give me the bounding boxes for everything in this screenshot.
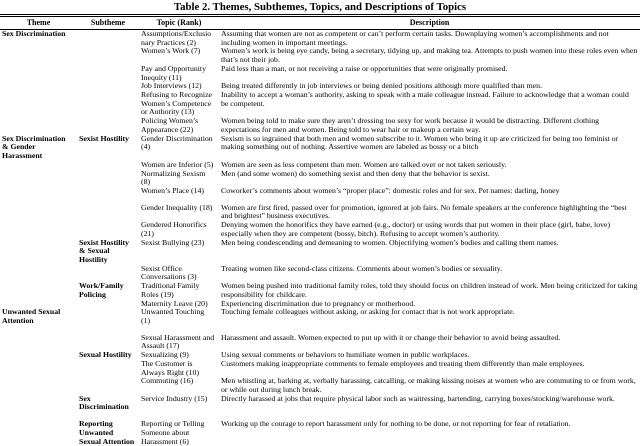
table-row <box>0 117 640 134</box>
table-row <box>0 221 640 238</box>
table-row <box>0 135 640 161</box>
description-cell: Touching female colleagues without asking, or asking for contact that is not work appropriate. <box>219 308 640 325</box>
theme-cell <box>0 82 77 91</box>
theme-cell <box>0 117 77 134</box>
subtheme-cell <box>77 187 139 196</box>
subtheme-cell <box>77 47 139 64</box>
subtheme-cell: Sexual Hostility <box>77 351 139 360</box>
topic-cell: Women are Inferior (5) <box>139 161 219 170</box>
header-row <box>0 16 640 30</box>
header-description: Description <box>219 16 640 30</box>
topic-cell: Women’s Work (7) <box>139 47 219 64</box>
table-row <box>0 170 640 187</box>
theme-cell <box>0 395 77 412</box>
theme-cell <box>0 221 77 238</box>
subtheme-cell <box>77 360 139 377</box>
subtheme-cell <box>77 265 139 282</box>
theme-cell <box>0 282 77 299</box>
theme-cell <box>0 65 77 82</box>
topic-cell: Gender Discrimination (4) <box>139 135 219 161</box>
subtheme-cell <box>77 161 139 170</box>
topic-cell: Service Industry (15) <box>139 395 219 412</box>
subtheme-cell <box>77 196 139 221</box>
table-row <box>0 326 640 351</box>
table-row <box>0 360 640 377</box>
table-row <box>0 30 640 48</box>
description-cell: Men whistling at, barking at, verbally harassing, catcalling, or making kissing noises at women who are commuting to or from work, or while out during lunch break. <box>219 377 640 394</box>
theme-cell <box>0 187 77 196</box>
description-cell: Coworker’s comments about women’s “proper place”: domestic roles and for sex. Pet names: darling, honey <box>219 187 640 196</box>
theme-cell <box>0 170 77 187</box>
description-cell: Directly harassed at jobs that require physical labor such as waitressing, bartending, carrying boxes/stocking/warehouse work. <box>219 395 640 412</box>
topic-cell: Pay and Opportunity Inequity (11) <box>139 65 219 82</box>
topic-cell: Sexist Office Conversations (3) <box>139 265 219 282</box>
subtheme-cell: Sex Discrimination <box>77 395 139 412</box>
subtheme-cell <box>77 30 139 48</box>
theme-cell <box>0 351 77 360</box>
theme-cell <box>0 239 77 265</box>
topic-cell: Commuting (16) <box>139 377 219 394</box>
topic-cell: The Customer is Always Right (10) <box>139 360 219 377</box>
topic-cell: Sexist Bullying (23) <box>139 239 219 265</box>
theme-cell <box>0 161 77 170</box>
description-cell: Sexism is so ingrained that both men and women subscribe to it. Women who bring it up are criticized for being too feminist or making something out of nothing. Assertive women are labeled as bossy or a bitch <box>219 135 640 161</box>
theme-cell <box>0 47 77 64</box>
table-row <box>0 377 640 394</box>
description-cell: Women being told to make sure they aren’t dressing too sexy for work because it would be distracting. Different clothing expectations for men and women. Being told to wear hair or makeup a certain way. <box>219 117 640 134</box>
subtheme-cell <box>77 308 139 325</box>
table-row <box>0 91 640 117</box>
subtheme-cell: Sexist Hostility <box>77 135 139 161</box>
subtheme-cell <box>77 221 139 238</box>
theme-cell <box>0 326 77 351</box>
topic-cell: Maternity Leave (20) <box>139 300 219 309</box>
theme-cell: Unwanted Sexual Attention <box>0 308 77 325</box>
description-cell: Treating women like second-class citizens. Comments about women’s bodies or sexuality. <box>219 265 640 282</box>
subtheme-cell <box>77 326 139 351</box>
subtheme-cell <box>77 170 139 187</box>
description-cell: Women are first fired, passed over for promotion, ignored at job fairs. No female speakers at the conference highlighting the “best and brightest” business executives. <box>219 196 640 221</box>
subtheme-cell <box>77 65 139 82</box>
topic-cell: Normalizing Sexism (8) <box>139 170 219 187</box>
table-row <box>0 265 640 282</box>
description-cell: Men (and some women) do something sexist and then deny that the behavior is sexist. <box>219 170 640 187</box>
topic-cell: Unwanted Touching (1) <box>139 308 219 325</box>
topic-cell: Assumptions/Exclusionary Practices (2) <box>139 30 219 48</box>
theme-cell <box>0 196 77 221</box>
description-cell: Inability to accept a woman’s authority, asking to speak with a male colleague instead. Failure to acknowledge that a woman could be competent. <box>219 91 640 117</box>
topic-cell: Sexual Harassment and Assault (17) <box>139 326 219 351</box>
table-row <box>0 47 640 64</box>
subtheme-cell <box>77 117 139 134</box>
subtheme-cell: Sexist Hostility & Sexual Hostility <box>77 239 139 265</box>
topic-cell: Policing Women’s Appearance (22) <box>139 117 219 134</box>
table-header <box>0 16 640 30</box>
header-subtheme: Subtheme <box>77 16 139 30</box>
description-cell: Harassment and assault. Women expected to put up with it or change their behavior to avoid being assaulted. <box>219 326 640 351</box>
theme-cell: Sex Discrimination & Gender Harassment <box>0 135 77 161</box>
table-row <box>0 187 640 196</box>
table-title: Table 2. Themes, Subthemes, Topics, and Descriptions of Topics <box>0 0 640 14</box>
theme-cell <box>0 265 77 282</box>
description-cell: Denying women the honorifics they have earned (e.g., doctor) or using words that put women in their place (girl, babe, love) especially when they are competent (bossy, bitch). Refusing to accept women’s authority. <box>219 221 640 238</box>
table-row <box>0 412 640 446</box>
table-row <box>0 196 640 221</box>
description-cell: Women’s work is being eye candy, being a secretary, tidying up, and making tea. Attempts to push women into these roles even when that’s not their job. <box>219 47 640 64</box>
description-cell: Working up the courage to report harassment only for nothing to be done, or not reporting for fear of retaliation. <box>219 412 640 446</box>
header-theme: Theme <box>0 16 77 30</box>
topic-cell: Sexualizing (9) <box>139 351 219 360</box>
theme-cell <box>0 412 77 446</box>
description-cell: Using sexual comments or behaviors to humiliate women in public workplaces. <box>219 351 640 360</box>
table-row <box>0 308 640 325</box>
description-cell: Assuming that women are not as competent or can’t perform certain tasks. Downplaying women’s accomplishments and not including women in important meetings. <box>219 30 640 48</box>
topic-cell: Traditional Family Roles (19) <box>139 282 219 299</box>
description-cell: Paid less than a man, or not receiving a raise or opportunities that were originally promised. <box>219 65 640 82</box>
description-cell: Customers making inappropriate comments to female employees and treating them differently than male employees. <box>219 360 640 377</box>
table-body <box>0 30 640 446</box>
theme-cell <box>0 91 77 117</box>
subtheme-cell <box>77 300 139 309</box>
description-cell: Women being pushed into traditional family roles, told they should focus on children instead of work. Men being criticized for taking responsibility for childcare. <box>219 282 640 299</box>
description-cell: Experiencing discrimination due to pregnancy or motherhood. <box>219 300 640 309</box>
topic-cell: Reporting or Telling Someone about Harassment (6) <box>139 412 219 446</box>
subtheme-cell <box>77 377 139 394</box>
header-topic-rank: Topic (Rank) <box>139 16 219 30</box>
table-row <box>0 395 640 412</box>
description-cell: Being treated differently in job interviews or being denied positions although more qualified than men. <box>219 82 640 91</box>
topics-table <box>0 14 640 446</box>
topic-cell: Gendered Honorifics (21) <box>139 221 219 238</box>
subtheme-cell: Reporting Unwanted Sexual Attention <box>77 412 139 446</box>
theme-cell: Sex Discrimination <box>0 30 77 48</box>
subtheme-cell <box>77 82 139 91</box>
table-row <box>0 239 640 265</box>
table-row <box>0 65 640 82</box>
subtheme-cell: Work/Family Policing <box>77 282 139 299</box>
topic-cell: Women’s Place (14) <box>139 187 219 196</box>
subtheme-cell <box>77 91 139 117</box>
theme-cell <box>0 377 77 394</box>
description-cell: Men being condescending and demeaning to women. Objectifying women’s bodies and calling them names. <box>219 239 640 265</box>
topic-cell: Refusing to Recognize Women’s Competence or Authority (13) <box>139 91 219 117</box>
topic-cell: Job Interviews (12) <box>139 82 219 91</box>
description-cell: Women are seen as less competent than men. Women are talked over or not taken seriously. <box>219 161 640 170</box>
theme-cell <box>0 360 77 377</box>
topic-cell: Gender Inequality (18) <box>139 196 219 221</box>
table-row <box>0 282 640 299</box>
